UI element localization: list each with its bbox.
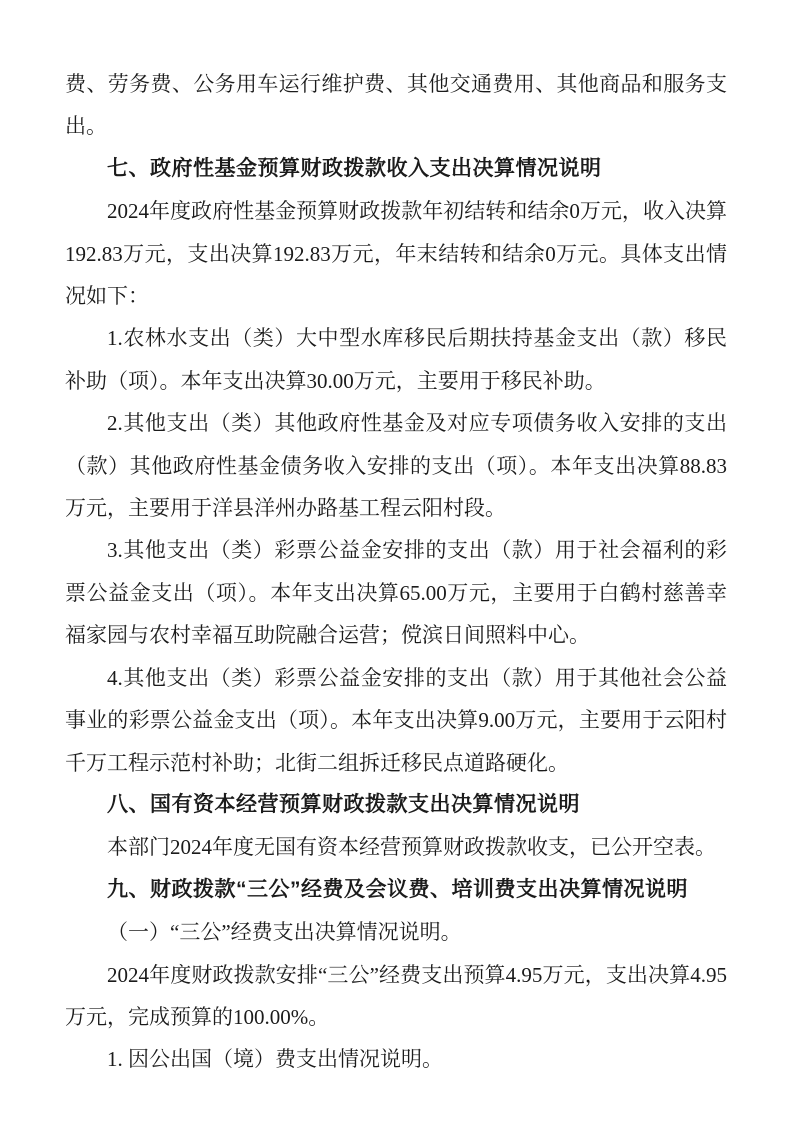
paragraph: 本部门2024年度无国有资本经营预算财政拨款收支，已公开空表。 <box>107 835 716 860</box>
section-heading: 九、财政拨款“三公”经费及会议费、培训费支出决算情况说明 <box>107 877 688 901</box>
paragraph: 1. 因公出国（境）费支出情况说明。 <box>107 1047 443 1072</box>
paragraph: 2024年度政府性基金预算财政拨款年初结转和结余0万元，收入决算192.83万元，支出决算192.83万元，年末结转和结余0万元。具体支出情况如下： <box>65 199 727 309</box>
paragraph: 2024年度财政拨款安排“三公”经费支出预算4.95万元，支出决算4.95万元，完成预算的100.00%。 <box>65 962 727 1029</box>
paragraph: 费、劳务费、公务用车运行维护费、其他交通费用、其他商品和服务支出。 <box>65 72 727 139</box>
paragraph: 2.其他支出（类）其他政府性基金及对应专项债务收入安排的支出（款）其他政府性基金债务收入安排的支出（项）。本年支出决算88.83万元，主要用于洋县洋州办路基工程云阳村段。 <box>65 411 727 521</box>
paragraph: （一）“三公”经费支出决算情况说明。 <box>107 920 462 945</box>
paragraph: 4.其他支出（类）彩票公益金安排的支出（款）用于其他社会公益事业的彩票公益金支出（项）。本年支出决算9.00万元，主要用于云阳村千万工程示范村补助；北街二组拆迁移民点道路硬化。 <box>65 665 727 775</box>
paragraph: 3.其他支出（类）彩票公益金安排的支出（款）用于社会福利的彩票公益金支出（项）。本年支出决算65.00万元，主要用于白鹤村慈善幸福家园与农村幸福互助院融合运营；傥滨日间照料中心。 <box>65 538 727 648</box>
section-heading: 七、政府性基金预算财政拨款收入支出决算情况说明 <box>107 156 602 180</box>
paragraph: 1.农林水支出（类）大中型水库移民后期扶持基金支出（款）移民补助（项）。本年支出决算30.00万元，主要用于移民补助。 <box>65 326 727 393</box>
section-heading: 八、国有资本经营预算财政拨款支出决算情况说明 <box>107 792 580 816</box>
